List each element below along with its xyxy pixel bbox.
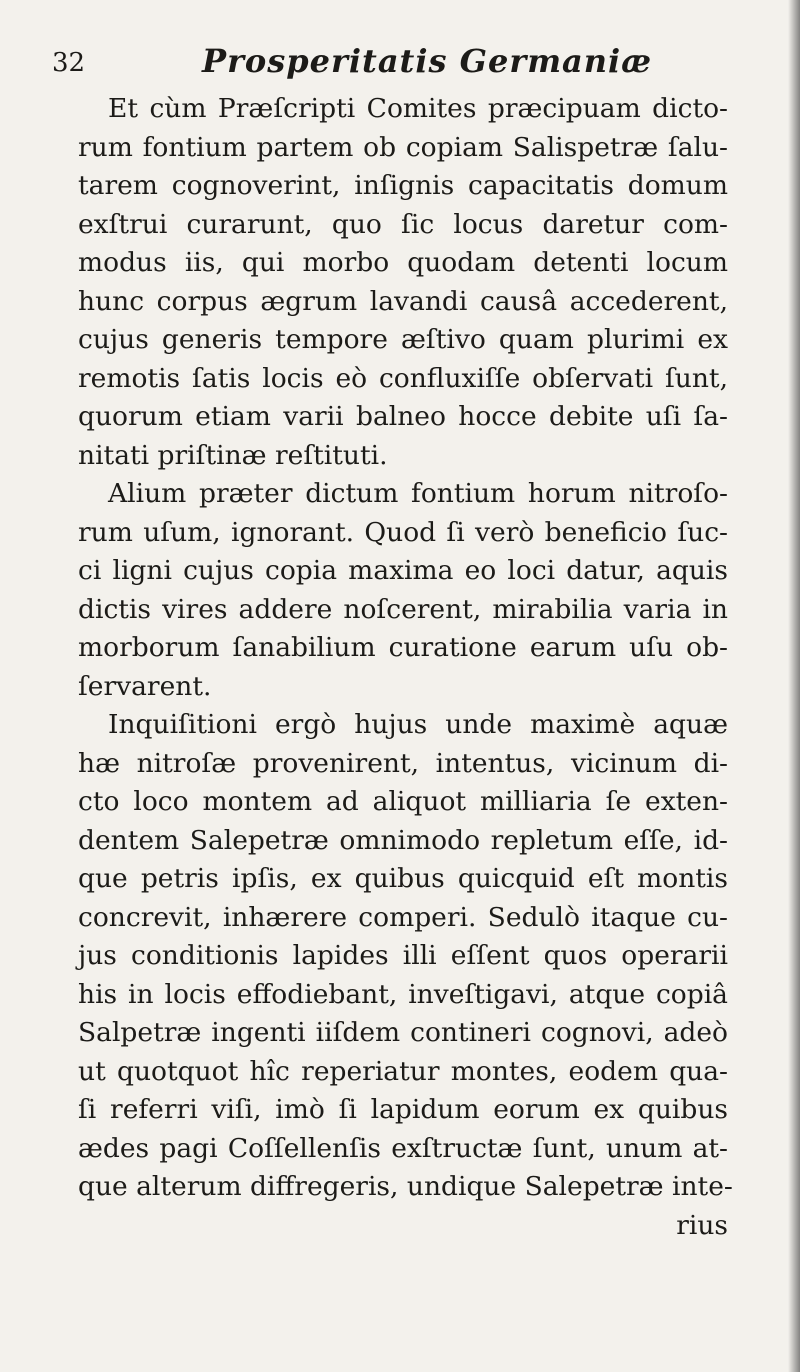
page-number: 32 bbox=[52, 48, 86, 78]
text-line: remotis ſatis locis eò confluxiſſe obſervati ſunt, bbox=[78, 362, 728, 394]
text-line: ci ligni cujus copia maxima eo loci datur, aquis bbox=[78, 555, 728, 586]
text-line: jus conditionis lapides illi eſſent quos operarii bbox=[78, 940, 728, 971]
text-line: tarem cognoverint, inſignis capacitatis domum bbox=[78, 170, 728, 201]
text-line: dictis vires addere noſcerent, mirabilia varia in bbox=[78, 593, 728, 625]
text-body bbox=[78, 90, 733, 1245]
text-line: Salpetræ ingenti iiſdem contineri cognovi, adeò bbox=[78, 1017, 728, 1048]
text-line: morborum ſanabilium curatione earum uſu ob- bbox=[78, 632, 728, 663]
catchword: rius bbox=[676, 1209, 728, 1241]
text-line: nitati priſtinæ reſtituti. bbox=[78, 439, 388, 471]
text-line: ut quotquot hîc reperiatur montes, eodem qua- bbox=[78, 1055, 728, 1087]
text-line: modus iis, qui morbo quodam detenti locum bbox=[78, 247, 728, 278]
text-line: exſtrui curarunt, quo ſic locus daretur com- bbox=[78, 208, 728, 240]
text-line: Alium præter dictum fontium horum nitroſo- bbox=[108, 478, 728, 509]
text-line: cto loco montem ad aliquot milliaria ſe exten- bbox=[78, 786, 728, 817]
text-line: ædes pagi Coſſellenſis exſtructæ ſunt, unum at- bbox=[78, 1132, 728, 1164]
text-line: rum uſum, ignorant. Quod ſi verò beneficio ſuc- bbox=[78, 516, 728, 548]
page-header bbox=[52, 42, 752, 82]
running-title: Prosperitatis Germaniæ bbox=[202, 42, 653, 80]
text-line: his in locis effodiebant, inveſtigavi, atque copiâ bbox=[78, 978, 728, 1010]
text-line: que petris ipſis, ex quibus quicquid eſt montis bbox=[78, 863, 728, 894]
text-line: Et cùm Præſcripti Comites præcipuam dicto- bbox=[108, 93, 728, 124]
text-line: quorum etiam varii balneo hocce debite uſi ſa- bbox=[78, 401, 728, 432]
text-line: dentem Salepetræ omnimodo repletum eſſe, id- bbox=[78, 824, 728, 856]
text-line: concrevit, inhærere comperi. Sedulò itaque cu- bbox=[78, 901, 728, 933]
text-line: Inquiſitioni ergò hujus unde maximè aquæ bbox=[108, 709, 728, 740]
text-line: que alterum diffregeris, undique Salepetræ inte- bbox=[78, 1171, 733, 1202]
text-line: cujus generis tempore æſtivo quam plurimi ex bbox=[78, 324, 728, 355]
text-line: hunc corpus ægrum lavandi causâ accederent, bbox=[78, 285, 728, 317]
text-line: rum fontium partem ob copiam Salispetræ ſalu- bbox=[78, 131, 728, 163]
text-line: hæ nitroſæ provenirent, intentus, vicinum di- bbox=[78, 747, 728, 779]
page-edge-shadow bbox=[788, 0, 800, 1372]
text-line: ſervarent. bbox=[78, 670, 212, 702]
text-line: ſi referri viſi, imò ſi lapidum eorum ex quibus bbox=[78, 1094, 728, 1125]
